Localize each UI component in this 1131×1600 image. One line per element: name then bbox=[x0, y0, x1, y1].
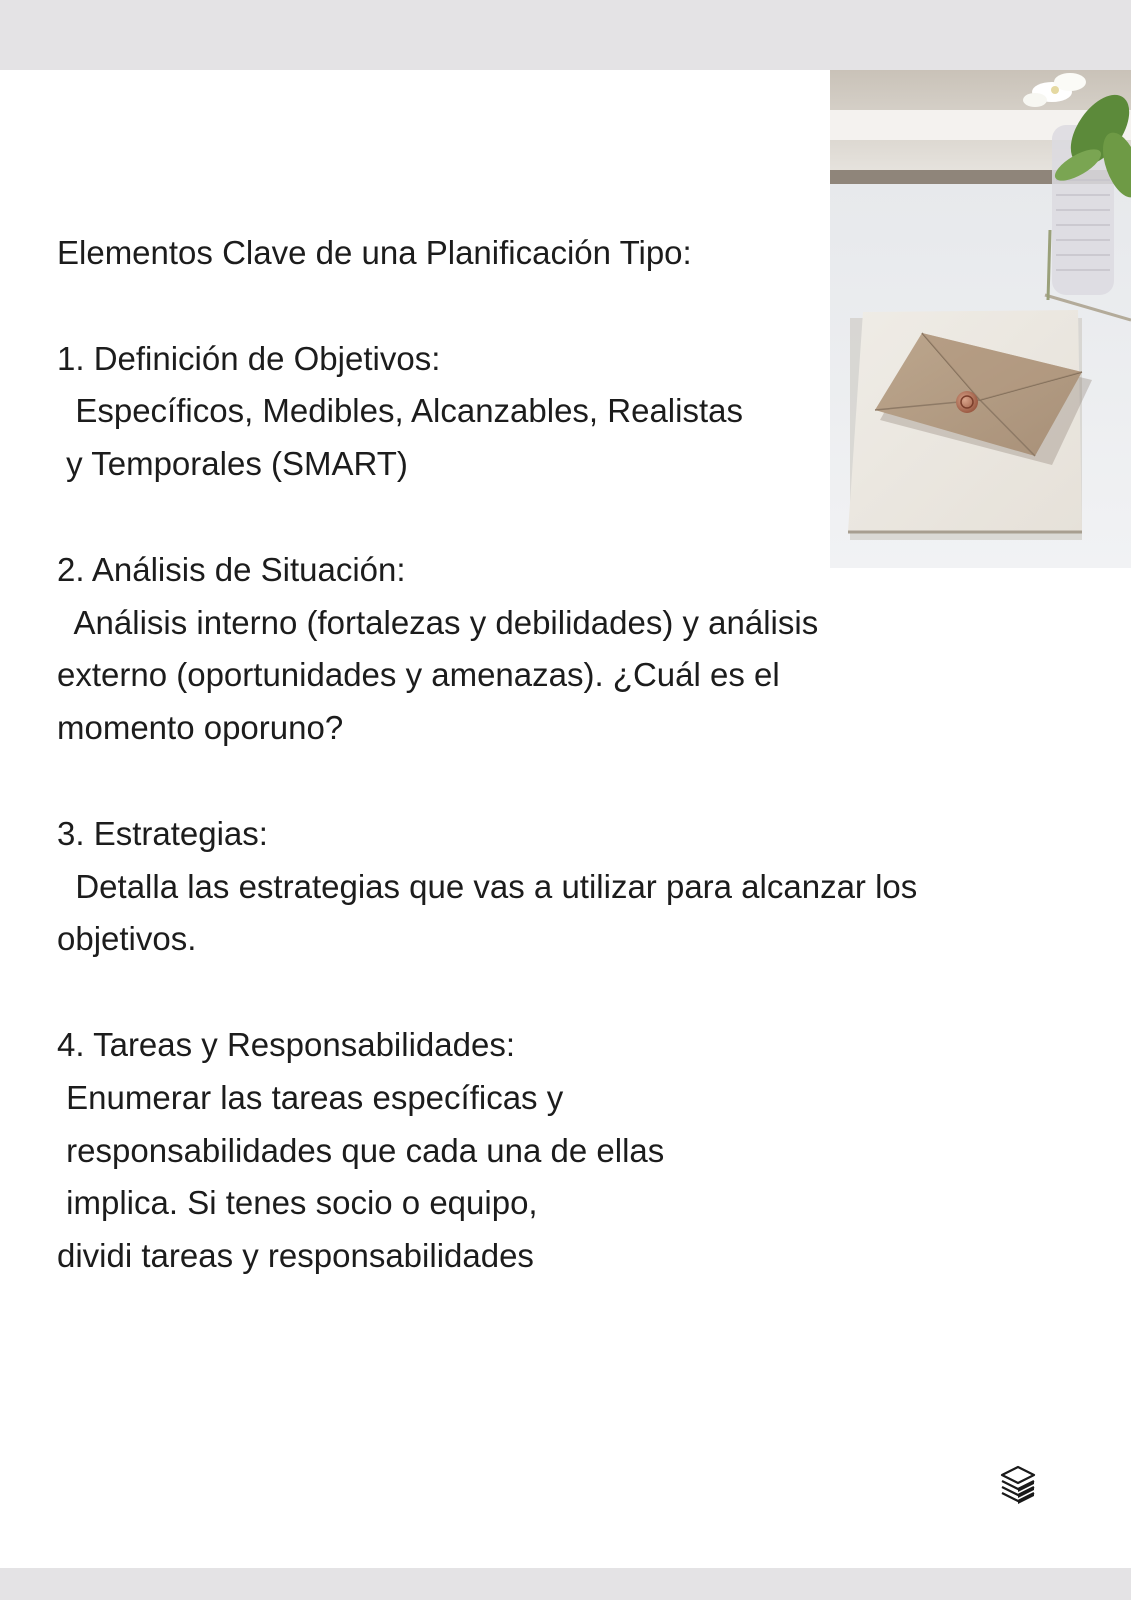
blank-line bbox=[57, 280, 1067, 333]
section-4-title: 4. Tareas y Responsabilidades: bbox=[57, 1025, 516, 1063]
section-3-title: 3. Estrategias: bbox=[57, 814, 268, 852]
blank-line bbox=[57, 491, 1067, 544]
stacked-layers-icon bbox=[998, 1464, 1038, 1506]
top-margin-bar bbox=[0, 0, 1131, 70]
section-2-line-2: externo (oportunidades y amenazas). ¿Cuál es el bbox=[57, 656, 780, 694]
content-text bbox=[57, 227, 1067, 1283]
section-4-line-3: implica. Si tenes socio o equipo, bbox=[57, 1184, 538, 1222]
section-2-line-3: momento oporuno? bbox=[57, 709, 344, 747]
section-3-line-2: objetivos. bbox=[57, 920, 197, 958]
document-heading: Elementos Clave de una Planificación Tipo: bbox=[57, 234, 692, 271]
section-4-line-1: Enumerar las tareas específicas y bbox=[57, 1078, 564, 1116]
section-2-line-1: Análisis interno (fortalezas y debilidades) y análisis bbox=[57, 603, 819, 641]
document-page bbox=[0, 70, 1131, 1568]
blank-line bbox=[57, 755, 1067, 808]
section-1-line-1: Específicos, Medibles, Alcanzables, Realistas bbox=[57, 392, 743, 430]
section-2-title: 2. Análisis de Situación: bbox=[57, 550, 406, 588]
blank-line bbox=[57, 966, 1067, 1019]
section-3-line-1: Detalla las estrategias que vas a utilizar para alcanzar los bbox=[57, 867, 918, 905]
section-4-line-4: dividi tareas y responsabilidades bbox=[57, 1237, 534, 1275]
bottom-margin-bar bbox=[0, 1568, 1131, 1600]
section-1-line-2: y Temporales (SMART) bbox=[57, 445, 408, 483]
section-1-title: 1. Definición de Objetivos: bbox=[57, 339, 441, 377]
section-4-line-2: responsabilidades que cada una de ellas bbox=[57, 1131, 665, 1169]
